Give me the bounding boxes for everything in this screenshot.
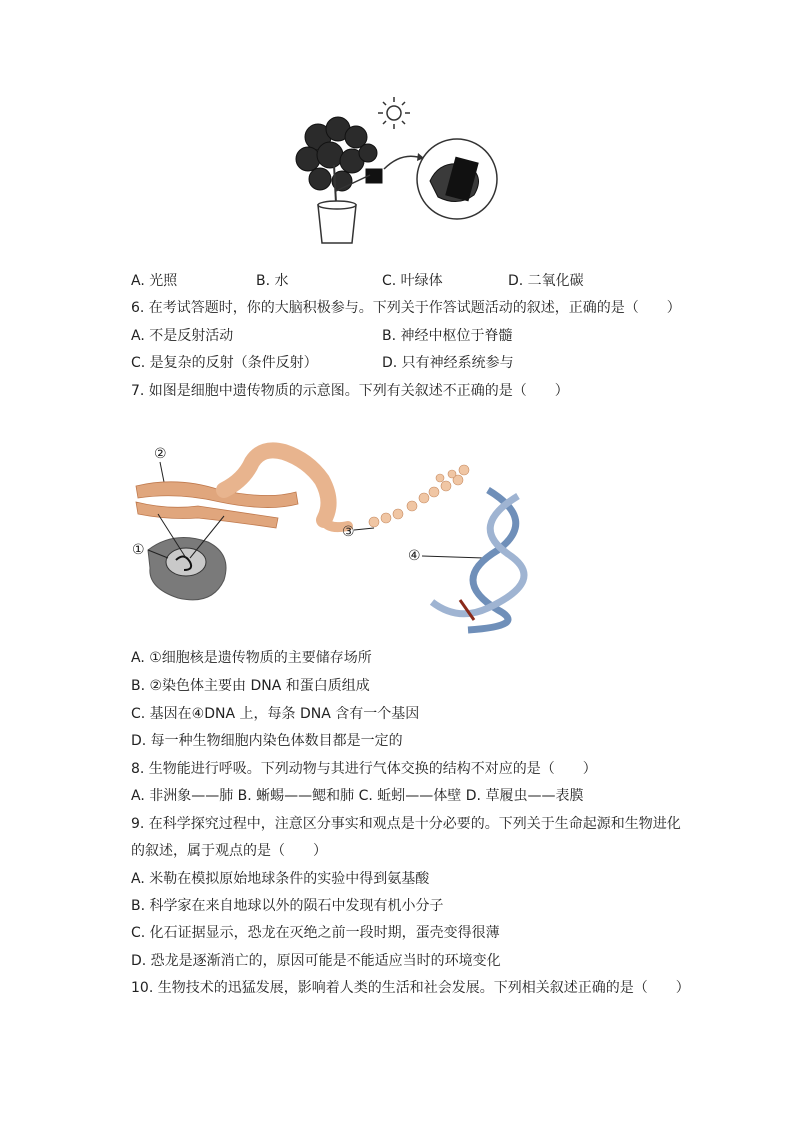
magnified-leaf <box>417 139 497 219</box>
q9-option-a: A. 米勒在模拟原始地球条件的实验中得到氨基酸 <box>131 871 430 887</box>
potted-plant <box>296 117 382 243</box>
q6-stem: 6. 在考试答题时，你的大脑积极参与。下列关于作答试题活动的叙述，正确的是（ ） <box>131 300 681 316</box>
q6-option-d: D. 只有神经系统参与 <box>382 355 514 371</box>
q7-option-d: D. 每一种生物细胞内染色体数目都是一定的 <box>131 733 403 749</box>
q8-options: A. 非洲象——肺 B. 蜥蜴——鳃和肺 C. 蚯蚓——体壁 D. 草履虫——表膜 <box>131 788 584 804</box>
q7-stem: 7. 如图是细胞中遗传物质的示意图。下列有关叙述不正确的是（ ） <box>131 383 569 399</box>
label-dna: ④ <box>408 548 421 564</box>
label-chromosome: ② <box>154 446 167 462</box>
q6-option-a: A. 不是反射活动 <box>131 328 234 344</box>
q5-option-d: D. 二氧化碳 <box>508 273 584 289</box>
dna-helix <box>432 490 524 630</box>
q8-stem: 8. 生物能进行呼吸。下列动物与其进行气体交换的结构不对应的是（ ） <box>131 761 597 777</box>
q7-option-a: A. ①细胞核是遗传物质的主要储存场所 <box>131 650 372 666</box>
label-nucleus: ① <box>132 542 145 558</box>
q7-option-c: C. 基因在④DNA 上，每条 DNA 含有一个基因 <box>131 706 420 722</box>
q5-option-b: B. 水 <box>256 273 289 289</box>
q9-stem-line2: 的叙述，属于观点的是（ ） <box>131 843 327 859</box>
sun-icon <box>378 97 410 129</box>
cell-nucleus <box>148 538 226 600</box>
q9-stem-line1: 9. 在科学探究过程中，注意区分事实和观点是十分必要的。下列关于生命起源和生物进化 <box>131 816 681 832</box>
q6-option-c: C. 是复杂的反射（条件反射） <box>131 355 318 371</box>
nucleosome-beads <box>369 465 469 527</box>
q10-stem: 10. 生物技术的迅猛发展，影响着人类的生活和社会发展。下列相关叙述正确的是（ ） <box>131 980 690 996</box>
q7-option-b: B. ②染色体主要由 DNA 和蛋白质组成 <box>131 678 370 694</box>
label-gene: ③ <box>342 524 355 540</box>
q5-option-c: C. 叶绿体 <box>382 273 443 289</box>
q9-option-b: B. 科学家在来自地球以外的陨石中发现有机小分子 <box>131 898 444 914</box>
genetic-material-figure <box>128 430 548 640</box>
q9-option-d: D. 恐龙是逐渐消亡的，原因可能是不能适应当时的环境变化 <box>131 953 501 969</box>
plant-experiment-figure <box>290 95 520 255</box>
q6-option-b: B. 神经中枢位于脊髓 <box>382 328 513 344</box>
q5-option-a: A. 光照 <box>131 273 178 289</box>
q9-option-c: C. 化石证据显示，恐龙在灭绝之前一段时期，蛋壳变得很薄 <box>131 925 500 941</box>
